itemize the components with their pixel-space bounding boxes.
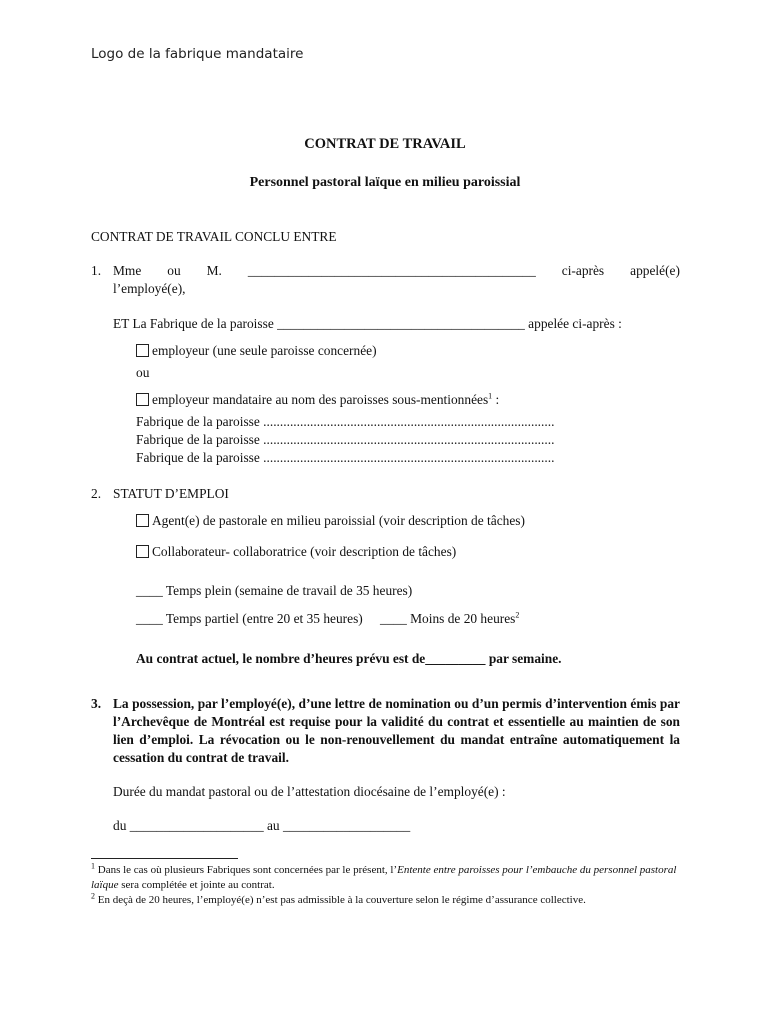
mandatory-label: employeur mandataire au nom des paroisses sous-mentionnées <box>152 392 489 407</box>
collaborator-checkbox[interactable] <box>136 545 149 558</box>
hours-line[interactable]: Au contrat actuel, le nombre d’heures prévu est de_________ par semaine. <box>136 651 562 666</box>
status-collaborator <box>136 543 456 561</box>
agent-label: Agent(e) de pastorale en milieu paroissial (voir description de tâches) <box>152 513 525 528</box>
word-mme: Mme <box>113 263 142 278</box>
fabrique-line[interactable]: ET La Fabrique de la paroisse _____________________________________ appelée ci-après : <box>113 316 622 331</box>
status-agent <box>136 512 525 530</box>
footnote-1-italic: Entente entre paroisses pour l’embauche du personnel pastoral laïque <box>91 864 677 891</box>
parish-line-1[interactable]: Fabrique de la paroisse ....................................................................................... <box>136 414 555 429</box>
footnote-2 <box>91 893 681 908</box>
full-time-option[interactable]: ____ Temps plein (semaine de travail de 35 heures) <box>136 583 413 598</box>
employee-label: l’employé(e), <box>113 281 186 296</box>
mandate-duration-label: Durée du mandat pastoral ou de l’attestation diocésaine de l’employé(e) : <box>113 784 506 799</box>
section-3-text: La possession, par l’employé(e), d’une lettre de nomination ou d’un permis d’intervention émis par l’Archevêque de Montréal est requise pour la validité du contrat et essentielle au maintien de son lien d’emploi. La révocation ou le non-renouvellement du mandat entraîne automatiquement la cessation du contrat de travail. <box>113 696 680 765</box>
option-single-parish <box>136 342 377 360</box>
footnote-1-text-a: Dans le cas où plusieurs Fabriques sont concernées par le présent, l’ <box>95 864 398 876</box>
single-parish-label: employeur (une seule paroisse concernée) <box>152 343 377 358</box>
under-20-label: ____ Moins de 20 heures <box>380 611 516 626</box>
mandate-dates[interactable]: du ____________________ au ___________________ <box>113 818 411 833</box>
footnote-ref-1: 1 <box>488 391 493 401</box>
mandatory-checkbox[interactable] <box>136 393 149 406</box>
employee-name-line <box>113 262 680 280</box>
under-20-option[interactable] <box>380 610 519 628</box>
footnote-1-number: 1 <box>91 861 95 871</box>
footnote-ref-2: 2 <box>515 610 520 620</box>
option-mandatory <box>136 391 499 409</box>
mandatory-label-end: : <box>492 392 500 407</box>
parish-line-3[interactable]: Fabrique de la paroisse ....................................................................................... <box>136 450 555 465</box>
agent-checkbox[interactable] <box>136 514 149 527</box>
section-1-number: 1. <box>91 263 102 278</box>
document-subtitle: Personnel pastoral laïque en milieu paroissial <box>249 175 521 190</box>
employee-name-field[interactable]: ___________________________________________ <box>247 263 536 278</box>
contract-intro: CONTRAT DE TRAVAIL CONCLU ENTRE <box>91 229 337 244</box>
part-time-option[interactable]: ____ Temps partiel (entre 20 et 35 heures) <box>136 611 363 626</box>
section-2-number: 2. <box>91 486 102 501</box>
word-m: M. <box>206 263 222 278</box>
logo-placeholder: Logo de la fabrique mandataire <box>91 46 304 62</box>
collaborator-label: Collaborateur- collaboratrice (voir description de tâches) <box>152 544 457 559</box>
footnote-separator <box>91 858 238 859</box>
footnote-2-text: En deçà de 20 heures, l’employé(e) n’est pas admissible à la couverture selon le régime d’assurance collective. <box>95 894 586 906</box>
parish-line-2[interactable]: Fabrique de la paroisse ....................................................................................... <box>136 432 555 447</box>
section-3-number: 3. <box>91 696 102 711</box>
footnote-2-number: 2 <box>91 891 95 901</box>
word-ou: ou <box>167 263 181 278</box>
document-title: CONTRAT DE TRAVAIL <box>304 136 466 152</box>
section-2-heading: STATUT D’EMPLOI <box>113 486 229 501</box>
footnote-1 <box>91 863 681 893</box>
single-parish-checkbox[interactable] <box>136 344 149 357</box>
or-label: ou <box>136 365 150 380</box>
word-appele: appelé(e) <box>630 263 680 278</box>
word-ci-apres: ci-après <box>561 263 605 278</box>
footnote-1-text-b: sera complétée et jointe au contrat. <box>118 879 275 891</box>
